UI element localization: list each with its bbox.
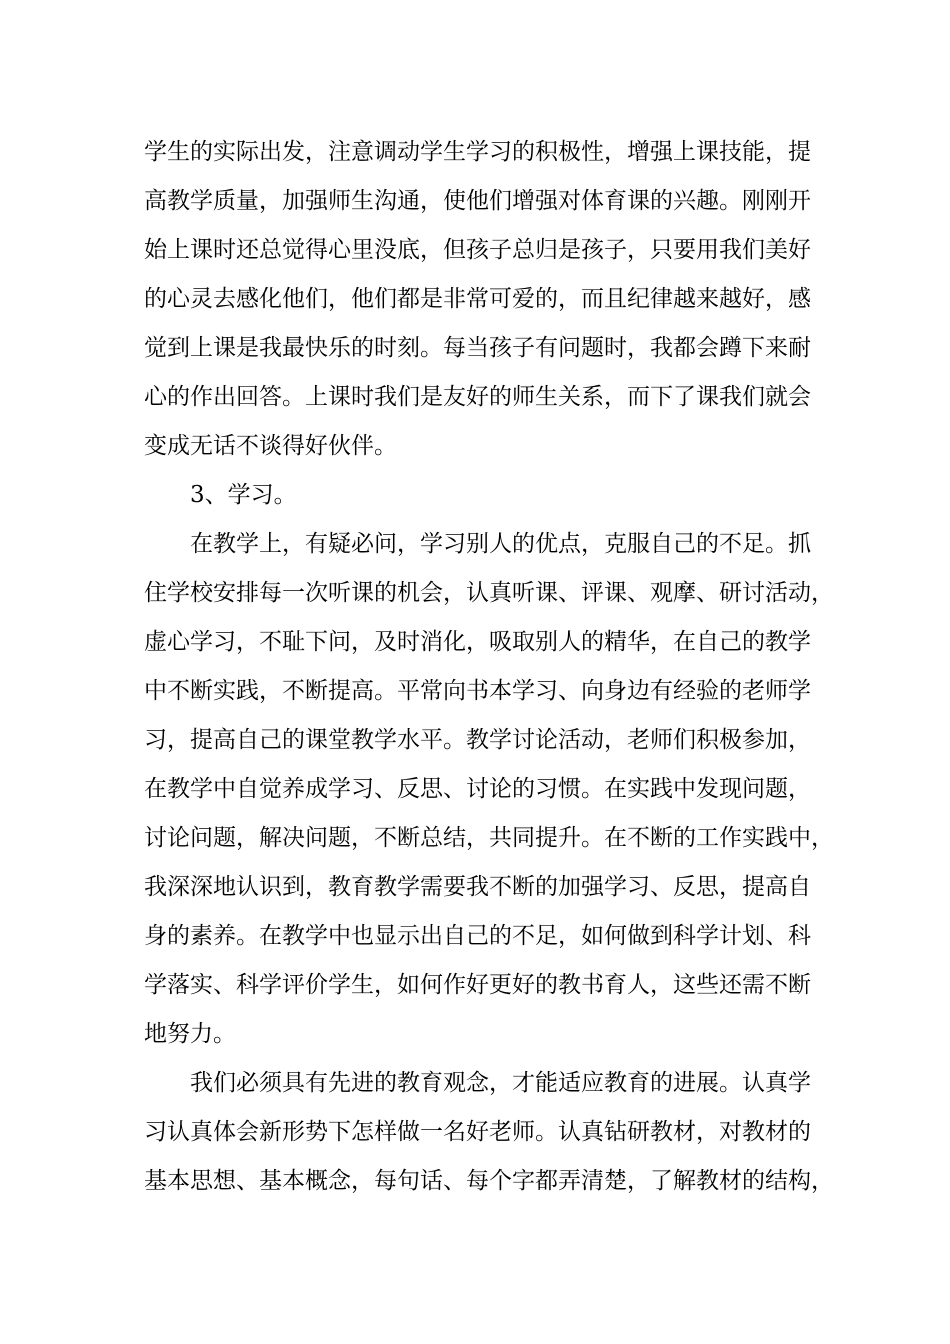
body-text	[144, 128, 834, 1206]
text-line: 学落实、科学评价学生，如何作好更好的教书育人，这些还需不断	[144, 972, 811, 998]
text-line: 觉到上课是我最快乐的时刻。每当孩子有问题时，我都会蹲下来耐	[144, 335, 811, 361]
text-line: 始上课时还总觉得心里没底，但孩子总归是孩子，只要用我们美好	[144, 237, 811, 263]
text-line: 3、学习。	[190, 482, 297, 508]
text-line: 心的作出回答。上课时我们是友好的师生关系，而下了课我们就会	[144, 384, 811, 410]
text-line: 的心灵去感化他们，他们都是非常可爱的，而且纪律越来越好，感	[144, 286, 811, 312]
text-line: 习认真体会新形势下怎样做一名好老师。认真钻研教材，对教材的	[144, 1119, 811, 1145]
text-line: 基本思想、基本概念，每句话、每个字都弄清楚，了解教材的结构，	[144, 1168, 834, 1194]
text-line: 学生的实际出发，注意调动学生学习的积极性，增强上课技能，提	[144, 139, 811, 165]
text-line: 中不断实践，不断提高。平常向书本学习、向身边有经验的老师学	[144, 678, 811, 704]
text-line: 高教学质量，加强师生沟通，使他们增强对体育课的兴趣。刚刚开	[144, 188, 811, 214]
text-line: 我深深地认识到，教育教学需要我不断的加强学习、反思，提高自	[144, 874, 811, 900]
text-line: 习，提高自己的课堂教学水平。教学讨论活动，老师们积极参加，	[144, 727, 811, 753]
text-line: 在教学中自觉养成学习、反思、讨论的习惯。在实践中发现问题，	[144, 776, 811, 802]
text-line: 住学校安排每一次听课的机会，认真听课、评课、观摩、研讨活动，	[144, 580, 834, 606]
text-line: 身的素养。在教学中也显示出自己的不足，如何做到科学计划、科	[144, 923, 811, 949]
text-line: 讨论问题，解决问题，不断总结，共同提升。在不断的工作实践中，	[144, 825, 834, 851]
text-line: 我们必须具有先进的教育观念，才能适应教育的进展。认真学	[190, 1070, 811, 1096]
text-line: 地努力。	[144, 1021, 236, 1047]
text-line: 变成无话不谈得好伙伴。	[144, 433, 397, 459]
text-line: 在教学上，有疑必问，学习别人的优点，克服自己的不足。抓	[190, 531, 811, 557]
text-line: 虚心学习，不耻下问，及时消化，吸取别人的精华，在自己的教学	[144, 629, 811, 655]
